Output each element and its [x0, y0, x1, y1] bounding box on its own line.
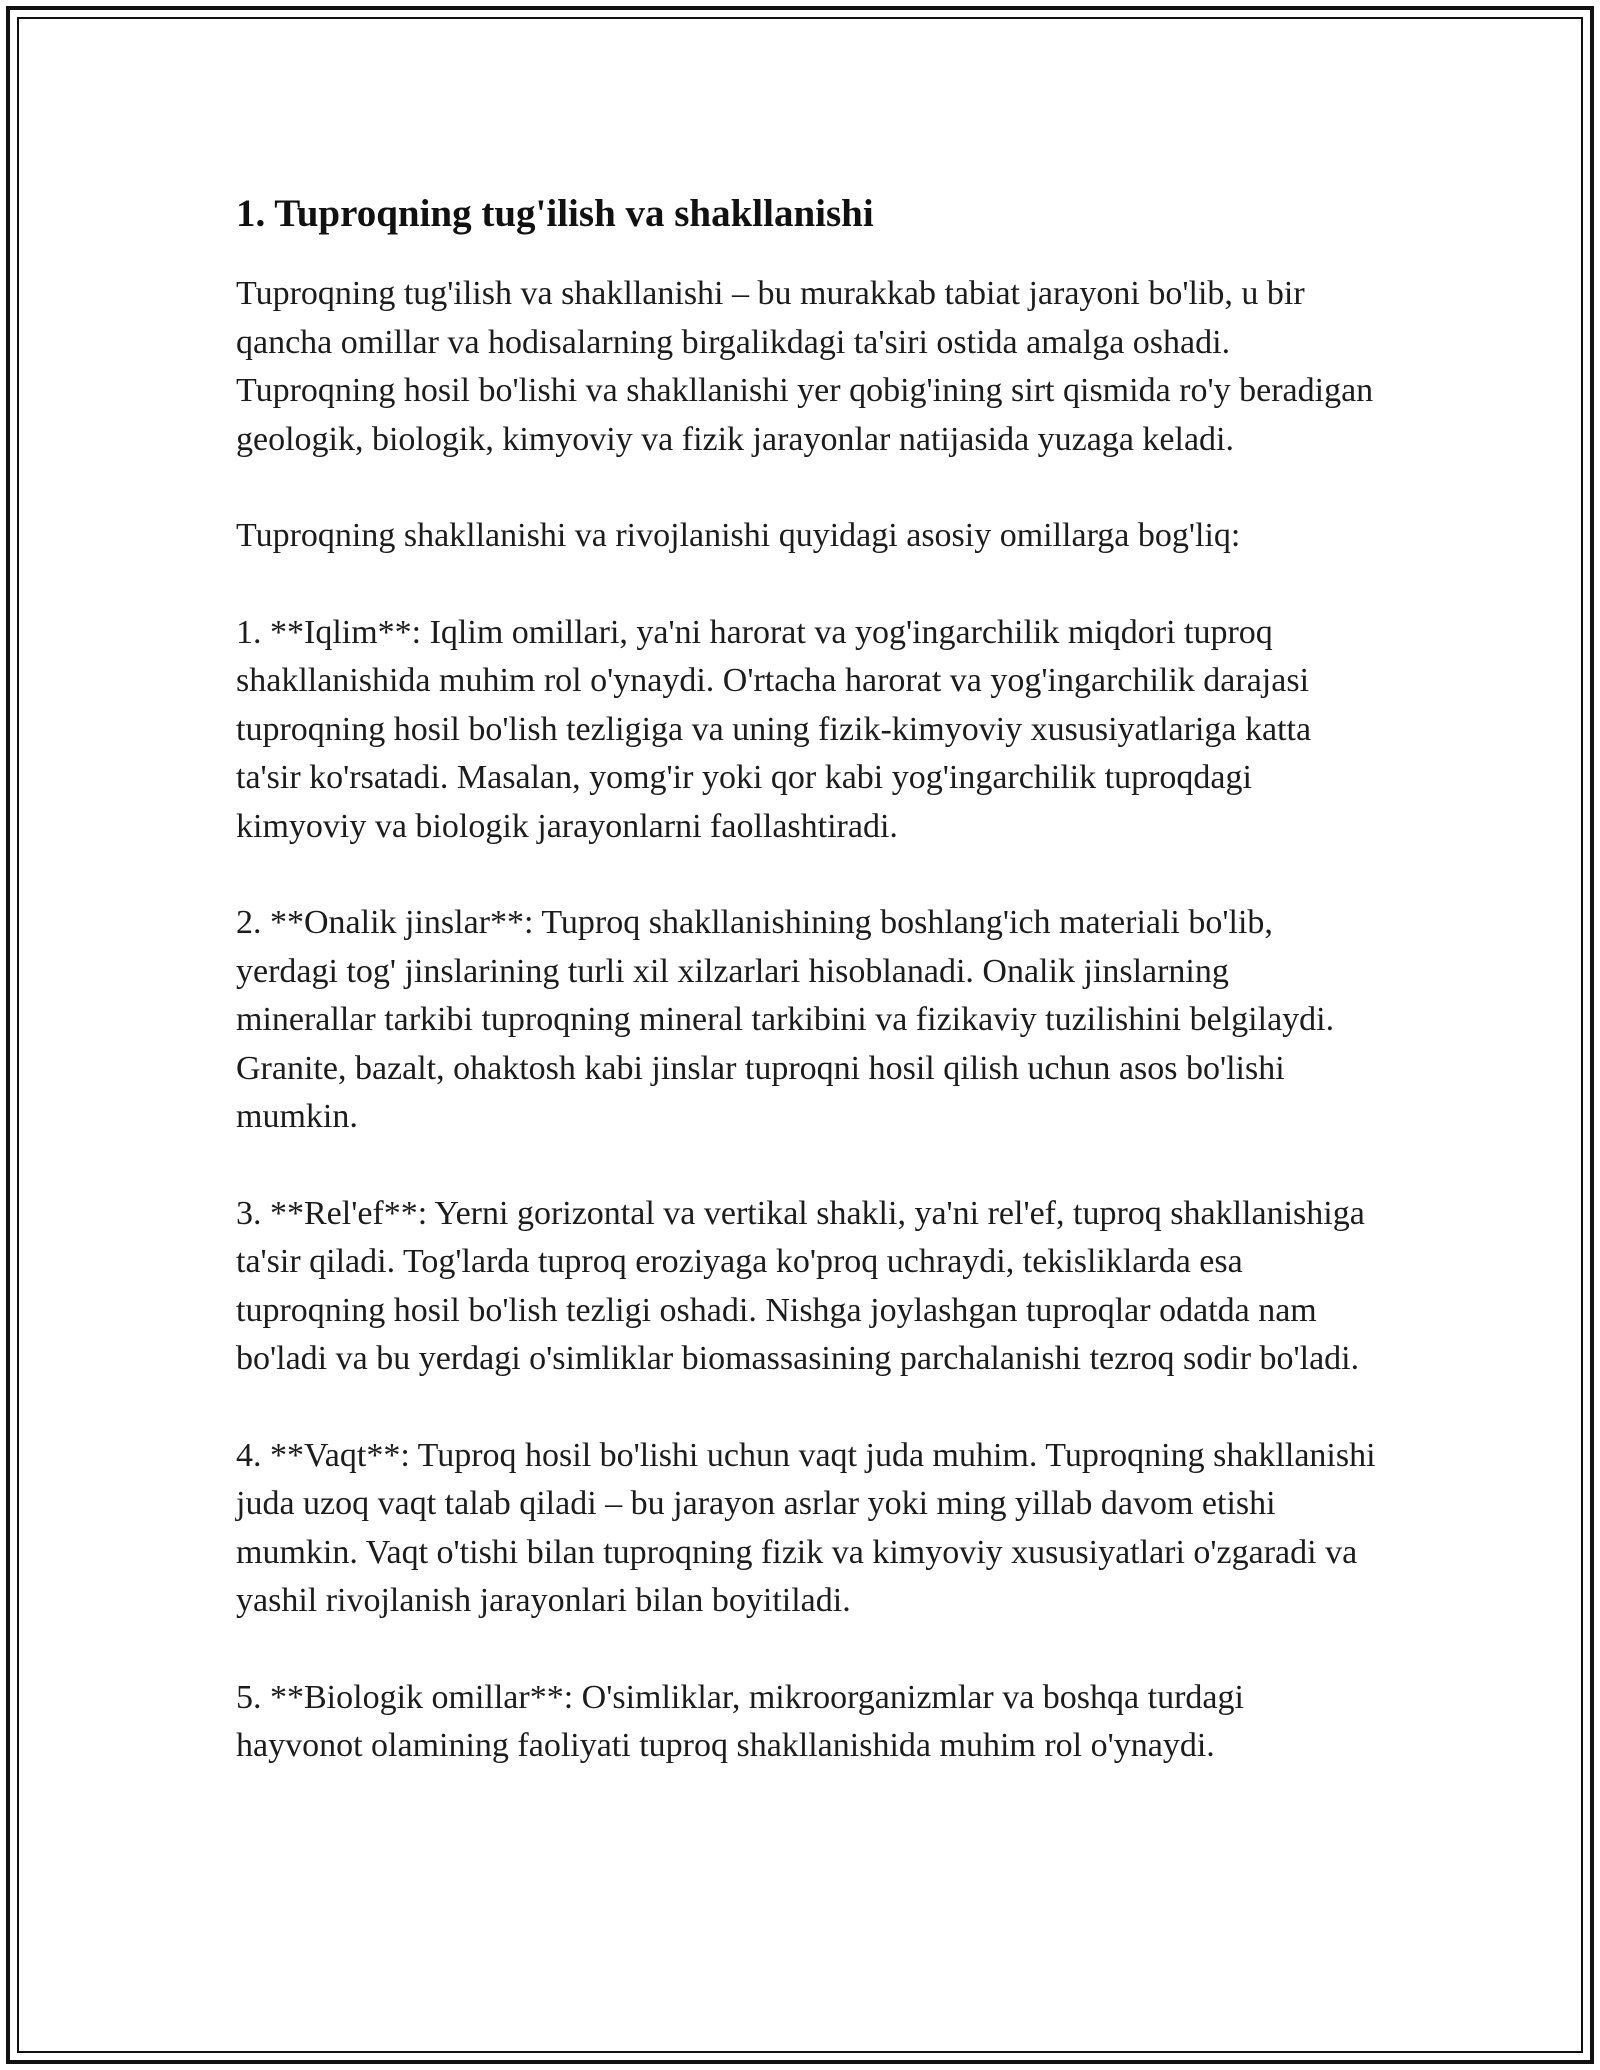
factor-time-paragraph: 4. **Vaqt**: Tuproq hosil bo'lishi uchun vaqt juda muhim. Tuproqning shakllanishi juda uzoq vaqt talab qiladi – bu jarayon asrlar yoki ming yillab davom etishi mumkin. Vaqt o'tishi bilan tuproqning fizik va kimyoviy xususiyatlari o'zgaradi va yashil rivojlanish jarayonlari bilan boyitiladi.	[236, 1436, 1376, 1619]
document-body	[236, 190, 1376, 1819]
factor-biological-paragraph: 5. **Biologik omillar**: O'simliklar, mikroorganizmlar va boshqa turdagi hayvonot olamining faoliyati tuproq shakllanishida muhim rol o'ynaydi.	[236, 1678, 1244, 1764]
factors-intro-paragraph: Tuproqning shakllanishi va rivojlanishi quyidagi asosiy omillarga bog'liq:	[236, 517, 1241, 554]
factor-parent-rock-paragraph: 2. **Onalik jinslar**: Tuproq shakllanishining boshlang'ich materiali bo'lib, yerdagi tog' jinslarining turli xil xilzarlari hisoblanadi. Onalik jinslarning minerallar tarkibi tuproqning mineral tarkibini va fizikaviy tuzilishini belgilaydi. Granite, bazalt, ohaktosh kabi jinslar tuproqni hosil qilish uchun asos bo'lishi mumkin.	[236, 904, 1335, 1135]
factor-climate-paragraph: 1. **Iqlim**: Iqlim omillari, ya'ni harorat va yog'ingarchilik miqdori tuproq shakllanishida muhim rol o'ynaydi. O'rtacha harorat va yog'ingarchilik darajasi tuproqning hosil bo'lish tezligiga va uning fizik-kimyoviy xususiyatlariga katta ta'sir ko'rsatadi. Masalan, yomg'ir yoki qor kabi yog'ingarchilik tuproqdagi kimyoviy va biologik jarayonlarni faollashtiradi.	[236, 613, 1312, 845]
intro-paragraph: Tuproqning tug'ilish va shakllanishi – bu murakkab tabiat jarayoni bo'lib, u bir qancha omillar va hodisalarning birgalikdagi ta'siri ostida amalga oshadi. Tuproqning hosil bo'lishi va shakllanishi yer qobig'ining sirt qismida ro'y beradigan geologik, biologik, kimyoviy va fizik jarayonlar natijasida yuzaga keladi.	[236, 275, 1374, 458]
factor-relief-paragraph: 3. **Rel'ef**: Yerni gorizontal va vertikal shakli, ya'ni rel'ef, tuproq shakllanishiga ta'sir qiladi. Tog'larda tuproq eroziyaga ko'proq uchraydi, tekisliklarda esa tuproqning hosil bo'lish tezligi oshadi. Nishga joylashgan tuproqlar odatda nam bo'ladi va bu yerdagi o'simliklar biomassasining parchalanishi tezroq sodir bo'ladi.	[236, 1194, 1365, 1377]
section-heading: 1. Tuproqning tug'ilish va shakllanishi	[236, 192, 874, 235]
